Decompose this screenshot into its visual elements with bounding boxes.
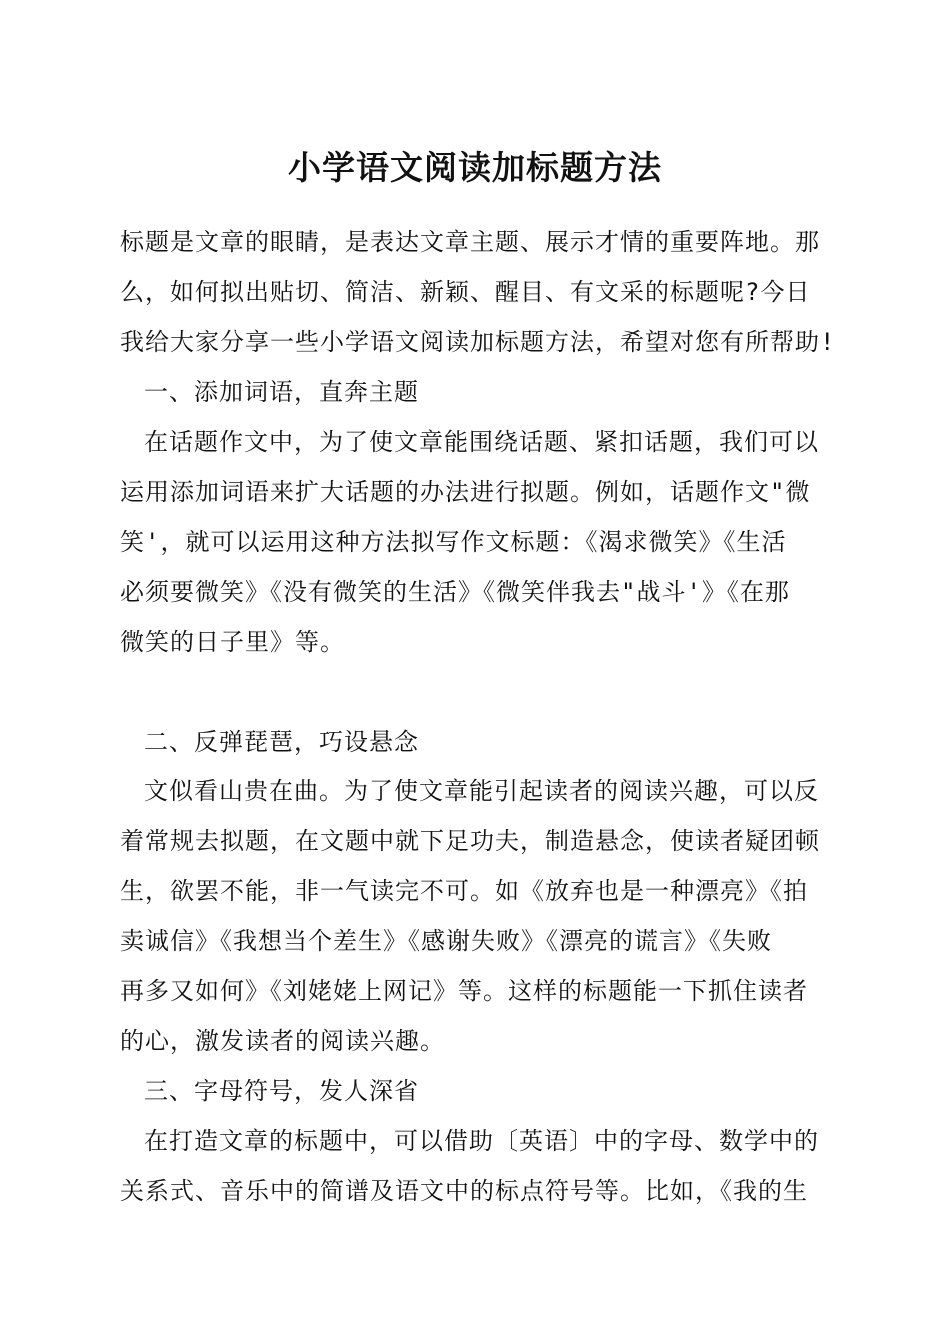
section-heading: 二、反弹琵琶，巧设悬念 — [144, 728, 419, 756]
paragraph-line: 在打造文章的标题中，可以借助〔英语〕中的字母、数学中的 — [144, 1127, 819, 1155]
section-heading: 一、添加词语，直奔主题 — [144, 378, 419, 406]
paragraph-line: 着常规去拟题，在文题中就下足功夫，制造悬念，使读者疑团顿 — [120, 827, 820, 855]
paragraph-line: 关系式、音乐中的简谱及语文中的标点符号等。比如，《我的生 — [120, 1177, 808, 1205]
paragraph-line: 标题是文章的眼睛，是表达文章主题、展示才情的重要阵地。那 — [120, 228, 820, 256]
paragraph-line: 么，如何拟出贴切、简洁、新颖、醒目、有文采的标题呢?今日 — [120, 278, 811, 306]
paragraph-line: 生，欲罢不能，非一气读完不可。如《放弃也是一种漂亮》《拍 — [120, 877, 808, 905]
paragraph-line: 微笑的日子里》等。 — [120, 628, 345, 656]
paragraph-line: 再多又如何》《刘姥姥上网记》等。这样的标题能一下抓住读者 — [120, 977, 808, 1005]
section-heading: 三、字母符号，发人深省 — [144, 1077, 419, 1105]
paragraph-line: 的心，激发读者的阅读兴趣。 — [120, 1027, 445, 1055]
paragraph-line: 我给大家分享一些小学语文阅读加标题方法，希望对您有所帮助! — [120, 328, 836, 356]
paragraph-line: 卖诚信》《我想当个差生》《感谢失败》《漂亮的谎言》《失败 — [120, 927, 772, 955]
paragraph-line: 文似看山贵在曲。为了使文章能引起读者的阅读兴趣，可以反 — [144, 777, 819, 805]
paragraph-line: 必须要微笑》《没有微笑的生活》《微笑伴我去"战斗'》《在那 — [120, 578, 790, 606]
paragraph-line: 笑'，就可以运用这种方法拟写作文标题：《渴求微笑》《生活 — [120, 528, 787, 556]
paragraph-line: 在话题作文中，为了使文章能围绕话题、紧扣话题，我们可以 — [144, 428, 819, 456]
paragraph-line: 运用添加词语来扩大话题的办法进行拟题。例如，话题作文"微 — [120, 478, 811, 506]
document-title: 小学语文阅读加标题方法 — [288, 148, 662, 187]
